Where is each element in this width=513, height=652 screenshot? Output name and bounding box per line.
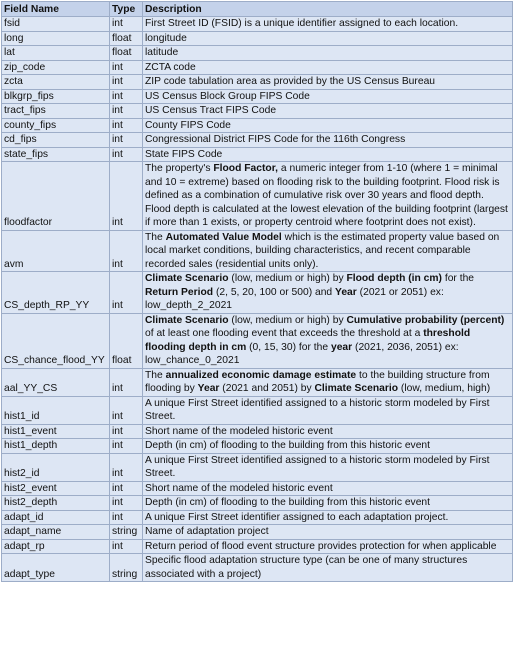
table-row [2,481,513,496]
field-description-cell [143,453,513,481]
table-row [2,424,513,439]
field-type-cell: int [110,17,143,32]
description-bold-text: annualized economic damage estimate [165,369,357,381]
description-text: Short name of the modeled historic event [145,425,333,437]
table-row [2,162,513,231]
description-text: First Street ID (FSID) is a unique identifier assigned to each location. [145,18,459,29]
field-description-cell [143,46,513,61]
field-name-cell: county_fips [2,118,110,133]
description-text: (low, medium, high) [398,383,491,394]
description-bold-text: Climate Scenario [145,314,229,326]
description-text: which is the estimated property value based on local market conditions, building characteristics, and recent comparable recorded sales (residential units only). [145,231,500,270]
field-type-cell: int [110,75,143,90]
field-description-cell [143,133,513,148]
table-row [2,133,513,148]
table-row [2,439,513,454]
field-type-cell: int [110,439,143,454]
description-text: US Census Block Group FIPS Code [145,90,310,102]
field-name-cell: hist1_id [2,396,110,424]
field-description-cell [143,272,513,314]
description-text: A unique First Street identified assigned to a historic storm modeled by First Street. [145,454,490,479]
description-text: (2021, 2036, 2051) ex: low_chance_0_2021 [145,341,459,366]
field-description-cell [143,17,513,32]
description-text: a numeric integer from 1-10 (where 1 = minimal and 10 = extreme) based on flooding risk to the building footprint. Flood risk is defined as a combination of cumulative risk over 30 years and flood depth. Flood depth is calculated at the lowest elevation of the building footprint (largest if more than 1 exists, or property centroid where footprint does not exist). [145,163,508,228]
description-text: longitude [145,32,187,44]
description-text: Name of adaptation project [145,526,269,537]
description-bold-text: Climate Scenario [314,383,399,394]
field-description-cell [143,481,513,496]
field-name-cell: zcta [2,75,110,90]
field-description-cell [143,147,513,162]
field-type-cell: int [110,453,143,481]
table-row [2,510,513,525]
field-description-cell [143,496,513,511]
field-type-cell: string [110,554,143,582]
description-bold-text: threshold flooding depth in cm [145,328,471,353]
field-name-cell: long [2,31,110,46]
field-type-cell: float [110,313,143,368]
description-text: The property's [145,163,214,174]
description-bold-text: Year [197,383,220,394]
table-row [2,396,513,424]
field-name-cell: hist2_id [2,453,110,481]
table-row [2,75,513,90]
field-type-cell: string [110,525,143,540]
field-description-cell [143,396,513,424]
field-name-cell: adapt_type [2,554,110,582]
description-bold-text: year [330,341,353,353]
field-description-cell [143,510,513,525]
field-name-cell: floodfactor [2,162,110,231]
field-description-cell [143,424,513,439]
table-row [2,46,513,61]
field-name-cell: state_fips [2,147,110,162]
field-name-cell: blkgrp_fips [2,89,110,104]
field-type-cell: float [110,31,143,46]
description-text: Return period of flood event structure provides protection for when applicable [145,540,497,552]
header-field-name: Field Name [2,2,110,17]
description-text: Depth (in cm) of flooding to the building from this historic event [145,497,431,508]
table-row [2,313,513,368]
header-row [2,2,513,17]
description-text: to the building structure from flooding by [145,369,490,394]
field-description-cell [143,539,513,554]
field-type-cell: int [110,104,143,119]
description-bold-text: Return Period [145,286,214,298]
description-text: US Census Tract FIPS Code [145,105,277,116]
description-text: (2021 and 2051) by [219,383,315,394]
description-text: State FIPS Code [145,148,223,160]
description-bold-text: Automated Value Model [165,231,282,243]
field-type-cell: int [110,396,143,424]
field-type-cell: int [110,481,143,496]
description-text: (low, medium or high) by [228,273,347,284]
description-text: County FIPS Code [145,119,231,131]
field-name-cell: CS_chance_flood_YY [2,313,110,368]
field-name-cell: adapt_rp [2,539,110,554]
description-text: (0, 15, 30) for the [246,341,331,353]
description-text: Depth (in cm) of flooding to the building from this historic event [145,440,431,451]
table-body [2,17,513,582]
description-text: A unique First Street identified assigned to a historic storm modeled by First Street. [145,397,490,422]
field-type-cell: int [110,162,143,231]
table-row [2,525,513,540]
table-row [2,147,513,162]
field-description-cell [143,230,513,272]
description-text: (2, 5, 20, 100 or 500) and [213,286,336,298]
description-bold-text: Year [335,286,357,298]
field-name-cell: CS_depth_RP_YY [2,272,110,314]
field-name-cell: tract_fips [2,104,110,119]
description-text: of at least one flooding event that exceeds the threshold at a [145,328,424,339]
field-type-cell: int [110,272,143,314]
field-type-cell: int [110,133,143,148]
field-type-cell: int [110,424,143,439]
field-description-cell [143,439,513,454]
description-text: A unique First Street identifier assigned to each adaptation project. [145,511,449,523]
description-text: ZCTA code [145,61,196,73]
description-bold-text: Flood depth (in cm) [346,273,442,284]
field-name-cell: adapt_name [2,525,110,540]
field-type-cell: int [110,89,143,104]
table-row [2,496,513,511]
field-name-cell: avm [2,230,110,272]
field-type-cell: int [110,510,143,525]
description-bold-text: Cumulative probability (percent) [346,314,505,326]
table-row [2,104,513,119]
field-name-cell: fsid [2,17,110,32]
field-name-cell: aal_YY_CS [2,368,110,396]
table-row [2,539,513,554]
description-text: (2021 or 2051) ex: low_depth_2_2021 [145,286,444,311]
header-type: Type [110,2,143,17]
description-text: (low, medium or high) by [228,314,347,326]
field-type-cell: int [110,118,143,133]
field-name-cell: lat [2,46,110,61]
description-text: Congressional District FIPS Code for the 116th Congress [145,134,406,145]
field-description-cell [143,75,513,90]
field-description-cell [143,104,513,119]
field-description-cell [143,525,513,540]
table-row [2,554,513,582]
field-description-cell [143,554,513,582]
header-description: Description [143,2,513,17]
table-row [2,118,513,133]
table-row [2,230,513,272]
field-type-cell: int [110,496,143,511]
description-text: The [145,369,166,381]
table-row [2,272,513,314]
description-bold-text: Climate Scenario [145,273,229,284]
field-type-cell: float [110,46,143,61]
field-type-cell: int [110,60,143,75]
field-description-cell [143,89,513,104]
description-text: Short name of the modeled historic event [145,482,333,494]
field-description-cell [143,60,513,75]
table-row [2,60,513,75]
field-description-cell [143,31,513,46]
field-description-cell [143,162,513,231]
field-type-cell: int [110,230,143,272]
field-description-cell [143,368,513,396]
table-row [2,368,513,396]
description-text: latitude [145,47,179,58]
table-row [2,89,513,104]
description-bold-text: Flood Factor, [213,163,279,174]
field-type-cell: int [110,147,143,162]
field-name-cell: zip_code [2,60,110,75]
field-name-cell: adapt_id [2,510,110,525]
field-name-cell: hist1_depth [2,439,110,454]
field-dictionary-table [1,1,513,582]
field-name-cell: hist2_event [2,481,110,496]
description-text: The [145,231,166,243]
field-name-cell: hist2_depth [2,496,110,511]
field-type-cell: int [110,539,143,554]
description-text: Specific flood adaptation structure type (can be one of many structures associated with a project) [145,555,468,580]
table-row [2,453,513,481]
field-description-cell [143,118,513,133]
description-text: ZIP code tabulation area as provided by the US Census Bureau [145,76,436,87]
table-row [2,17,513,32]
field-name-cell: hist1_event [2,424,110,439]
table-row [2,31,513,46]
field-name-cell: cd_fips [2,133,110,148]
field-description-cell [143,313,513,368]
field-type-cell: int [110,368,143,396]
description-text: for the [441,273,475,284]
